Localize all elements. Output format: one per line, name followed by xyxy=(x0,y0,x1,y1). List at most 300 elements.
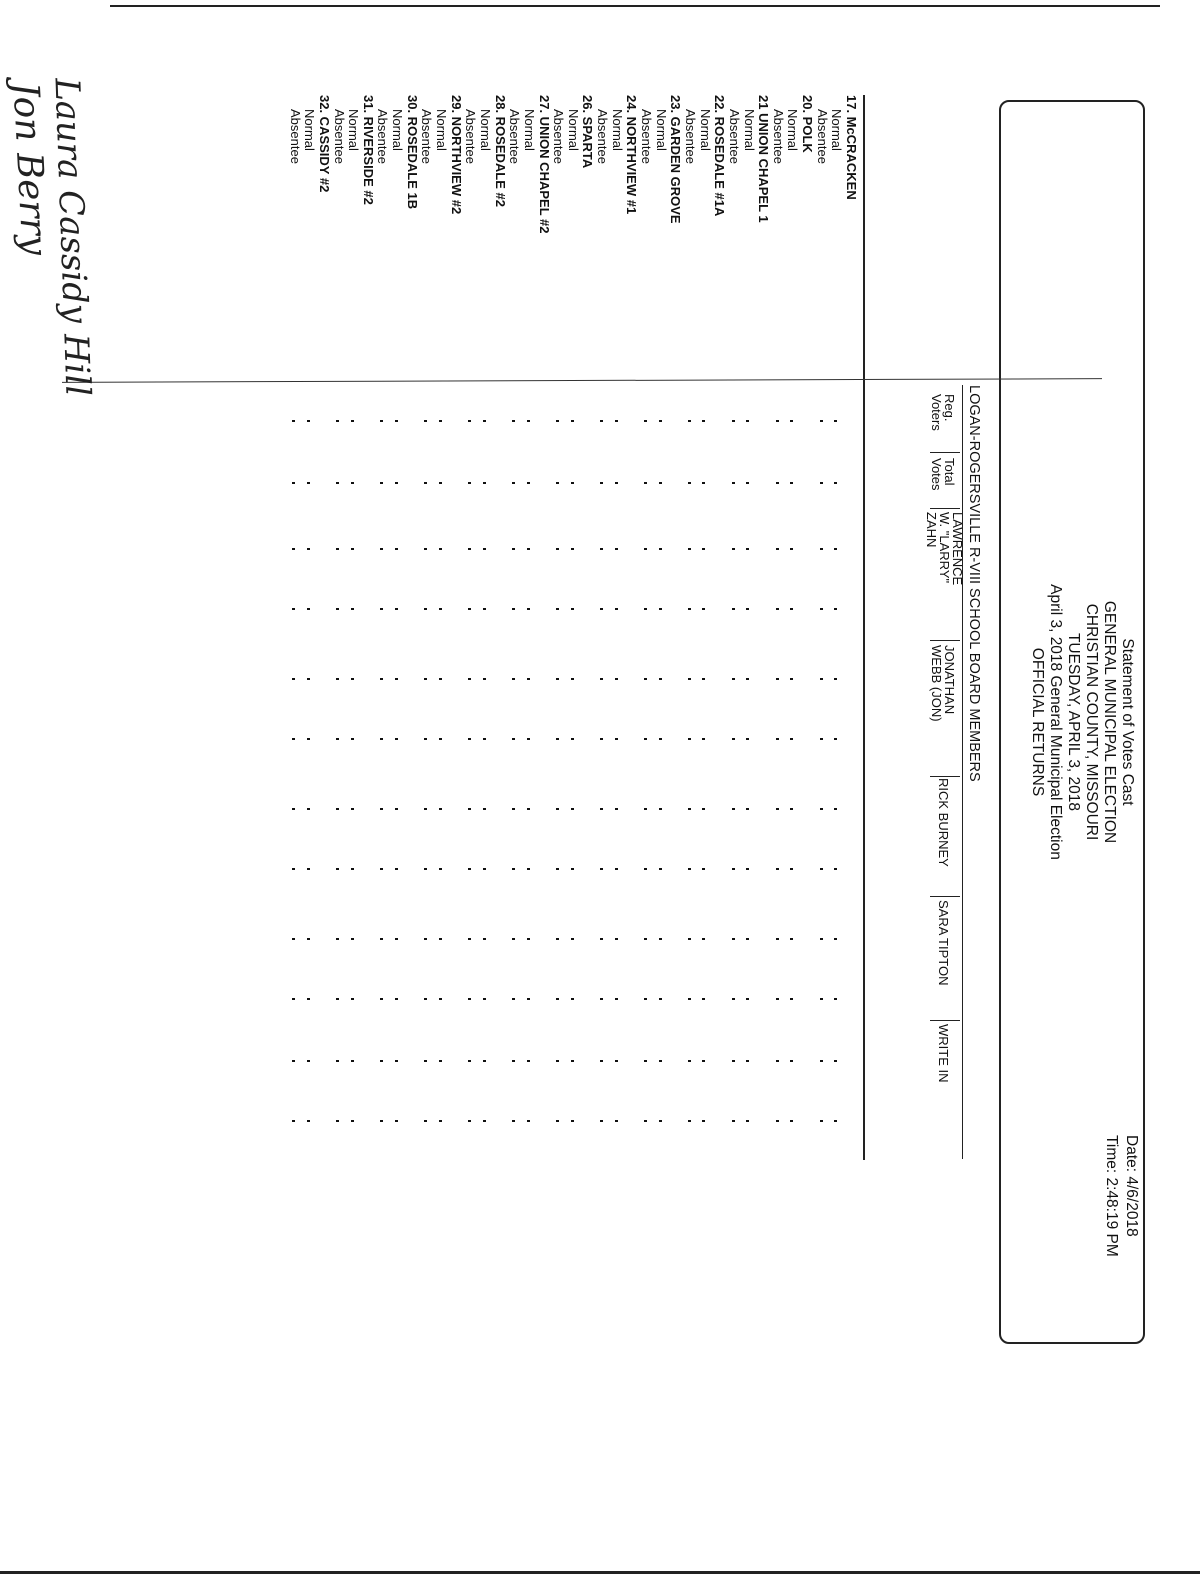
dot-leader xyxy=(336,738,339,740)
dot-leader xyxy=(776,1060,779,1062)
dot-leader xyxy=(600,548,603,550)
dot-leader xyxy=(380,998,383,1000)
dot-leader xyxy=(615,1060,618,1062)
precinct-vote-type: Absentee xyxy=(726,109,742,164)
dot-leader xyxy=(512,1060,515,1062)
dot-leader xyxy=(483,608,486,610)
dot-leader xyxy=(659,868,662,870)
dot-leader xyxy=(395,548,398,550)
dot-leader xyxy=(600,678,603,680)
dot-leader xyxy=(820,678,823,680)
dot-leader xyxy=(659,808,662,810)
dot-leader xyxy=(468,482,471,484)
dot-leader xyxy=(615,808,618,810)
precinct-vote-type: Normal xyxy=(434,109,450,151)
dot-leader xyxy=(732,482,735,484)
dot-leader xyxy=(512,738,515,740)
dot-leader xyxy=(732,420,735,422)
dot-leader xyxy=(688,738,691,740)
dot-leader xyxy=(688,938,691,940)
dot-leader xyxy=(820,608,823,610)
dot-leader xyxy=(307,482,310,484)
dot-leader xyxy=(746,678,749,680)
dot-leader xyxy=(512,482,515,484)
dot-leader xyxy=(527,548,530,550)
precinct-name: 22. ROSEDALE #1A xyxy=(712,95,728,217)
dot-leader xyxy=(395,420,398,422)
dot-leader xyxy=(776,998,779,1000)
column-header-total-votes: Total Votes xyxy=(929,458,957,491)
dot-leader xyxy=(732,548,735,550)
dot-leader xyxy=(834,938,837,940)
dot-leader xyxy=(351,482,354,484)
dot-leader xyxy=(439,678,442,680)
dot-leader xyxy=(820,738,823,740)
dot-leader xyxy=(746,548,749,550)
dot-leader xyxy=(703,808,706,810)
dot-leader xyxy=(556,738,559,740)
column-header-candidate-tipton: SARA TIPTON xyxy=(936,900,951,986)
dot-leader xyxy=(776,608,779,610)
dot-leader xyxy=(351,738,354,740)
precinct-vote-type: Normal xyxy=(609,109,625,151)
dot-leader xyxy=(307,608,310,610)
precinct-vote-type: Absentee xyxy=(770,109,786,164)
dot-leader xyxy=(336,1060,339,1062)
dot-leader xyxy=(659,548,662,550)
dot-leader xyxy=(746,868,749,870)
dot-leader xyxy=(688,868,691,870)
dot-leader xyxy=(395,482,398,484)
dot-leader xyxy=(307,1060,310,1062)
dot-leader xyxy=(732,808,735,810)
dot-leader xyxy=(292,938,295,940)
dot-leader xyxy=(292,998,295,1000)
dot-leader xyxy=(659,738,662,740)
dot-leader xyxy=(527,938,530,940)
dot-leader xyxy=(439,1120,442,1122)
precinct-vote-type: Absentee xyxy=(595,109,611,164)
dot-leader xyxy=(424,420,427,422)
dot-leader xyxy=(644,1120,647,1122)
dot-leader xyxy=(776,808,779,810)
dot-leader xyxy=(336,998,339,1000)
dot-leader xyxy=(380,548,383,550)
signature-1: Laura Cassidy Hill xyxy=(46,77,98,397)
dot-leader xyxy=(292,738,295,740)
dot-leader xyxy=(615,938,618,940)
header-line-4: TUESDAY, APRIL 3, 2018 xyxy=(1065,632,1082,812)
dot-leader xyxy=(688,482,691,484)
dot-leader xyxy=(527,868,530,870)
dot-leader xyxy=(380,420,383,422)
dot-leader xyxy=(351,1120,354,1122)
dot-leader xyxy=(776,1120,779,1122)
dot-leader xyxy=(424,1060,427,1062)
dot-leader xyxy=(659,998,662,1000)
dot-leader xyxy=(834,998,837,1000)
dot-leader xyxy=(439,808,442,810)
dot-leader xyxy=(790,1060,793,1062)
dot-leader xyxy=(820,998,823,1000)
dot-leader xyxy=(292,1060,295,1062)
dot-leader xyxy=(395,868,398,870)
dot-leader xyxy=(336,1120,339,1122)
dot-leader xyxy=(732,868,735,870)
precinct-vote-type: Absentee xyxy=(463,109,479,164)
dot-leader xyxy=(776,868,779,870)
dot-leader xyxy=(527,738,530,740)
dot-leader xyxy=(424,738,427,740)
precinct-name: 26. SPARTA xyxy=(580,95,596,169)
dot-leader xyxy=(688,1060,691,1062)
dot-leader xyxy=(395,1120,398,1122)
precinct-vote-type: Normal xyxy=(653,109,669,151)
dot-leader xyxy=(336,420,339,422)
dot-leader xyxy=(834,548,837,550)
dot-leader xyxy=(307,548,310,550)
dot-leader xyxy=(820,868,823,870)
dot-leader xyxy=(395,678,398,680)
dot-leader xyxy=(659,1120,662,1122)
dot-leader xyxy=(571,808,574,810)
dot-leader xyxy=(746,738,749,740)
dot-leader xyxy=(351,548,354,550)
column-header-reg-voters: Reg. Voters xyxy=(929,394,957,431)
precinct-vote-type: Normal xyxy=(565,109,581,151)
dot-leader xyxy=(556,548,559,550)
dot-leader xyxy=(380,938,383,940)
dot-leader xyxy=(307,738,310,740)
dot-leader xyxy=(688,1120,691,1122)
dot-leader xyxy=(439,868,442,870)
dot-leader xyxy=(380,868,383,870)
column-separator xyxy=(930,508,960,509)
dot-leader xyxy=(307,1120,310,1122)
dot-leader xyxy=(395,738,398,740)
dot-leader xyxy=(688,998,691,1000)
dot-leader xyxy=(600,998,603,1000)
precinct-vote-type: Absentee xyxy=(814,109,830,164)
dot-leader xyxy=(512,420,515,422)
dot-leader xyxy=(615,1120,618,1122)
race-title-rule xyxy=(962,385,963,1159)
dot-leader xyxy=(512,548,515,550)
dot-leader xyxy=(468,1060,471,1062)
dot-leader xyxy=(732,608,735,610)
dot-leader xyxy=(644,998,647,1000)
dot-leader xyxy=(527,608,530,610)
dot-leader xyxy=(790,998,793,1000)
dot-leader xyxy=(483,548,486,550)
dot-leader xyxy=(703,868,706,870)
dot-leader xyxy=(556,1060,559,1062)
dot-leader xyxy=(571,1060,574,1062)
dot-leader xyxy=(439,998,442,1000)
dot-leader xyxy=(351,938,354,940)
dot-leader xyxy=(659,678,662,680)
precinct-name: 29. NORTHVIEW #2 xyxy=(448,95,464,215)
dot-leader xyxy=(615,548,618,550)
dot-leader xyxy=(512,868,515,870)
dot-leader xyxy=(644,548,647,550)
dot-leader xyxy=(659,608,662,610)
dot-leader xyxy=(790,938,793,940)
dot-leader xyxy=(351,998,354,1000)
dot-leader xyxy=(600,608,603,610)
dot-leader xyxy=(571,738,574,740)
dot-leader xyxy=(600,808,603,810)
dot-leader xyxy=(483,482,486,484)
dot-leader xyxy=(336,868,339,870)
dot-leader xyxy=(659,420,662,422)
dot-leader xyxy=(790,678,793,680)
dot-leader xyxy=(644,738,647,740)
dot-leader xyxy=(483,808,486,810)
dot-leader xyxy=(468,1120,471,1122)
dot-leader xyxy=(483,868,486,870)
precinct-name: 31. RIVERSIDE #2 xyxy=(360,95,376,205)
dot-leader xyxy=(424,808,427,810)
race-title: LOGAN-ROGERSVILLE R-VIII SCHOOL BOARD MEMBERS xyxy=(966,385,982,782)
column-header-candidate-burney: RICK BURNEY xyxy=(936,778,951,867)
dot-leader xyxy=(424,998,427,1000)
dot-leader xyxy=(790,482,793,484)
dot-leader xyxy=(395,938,398,940)
dot-leader xyxy=(512,608,515,610)
dot-leader xyxy=(527,998,530,1000)
dot-leader xyxy=(834,738,837,740)
precinct-list-rule xyxy=(863,95,865,1160)
dot-leader xyxy=(468,548,471,550)
dot-leader xyxy=(483,938,486,940)
dot-leader xyxy=(292,1120,295,1122)
dot-leader xyxy=(468,678,471,680)
precinct-vote-type: Absentee xyxy=(375,109,391,164)
precinct-name: 28. ROSEDALE #2 xyxy=(492,95,508,207)
precinct-vote-type: Normal xyxy=(785,109,801,151)
column-separator xyxy=(930,452,960,453)
dot-leader xyxy=(600,868,603,870)
column-separator xyxy=(930,896,960,897)
precinct-vote-type: Normal xyxy=(346,109,362,151)
report-date: Date: 4/6/2018 xyxy=(1123,1135,1140,1237)
dot-leader xyxy=(820,420,823,422)
dot-leader xyxy=(512,678,515,680)
dot-leader xyxy=(351,1060,354,1062)
precinct-vote-type: Absentee xyxy=(419,109,435,164)
dot-leader xyxy=(527,482,530,484)
dot-leader xyxy=(790,738,793,740)
dot-leader xyxy=(336,808,339,810)
dot-leader xyxy=(688,678,691,680)
dot-leader xyxy=(307,420,310,422)
precinct-vote-type: Absentee xyxy=(507,109,523,164)
dot-leader xyxy=(746,998,749,1000)
dot-leader xyxy=(834,1120,837,1122)
dot-leader xyxy=(600,482,603,484)
dot-leader xyxy=(746,420,749,422)
dot-leader xyxy=(351,808,354,810)
dot-leader xyxy=(659,1060,662,1062)
column-separator xyxy=(930,1020,960,1021)
dot-leader xyxy=(644,938,647,940)
signature-2: Jon Berry xyxy=(4,81,55,257)
dot-leader xyxy=(307,808,310,810)
dot-leader xyxy=(351,868,354,870)
dot-leader xyxy=(380,808,383,810)
dot-leader xyxy=(527,678,530,680)
dot-leader xyxy=(688,808,691,810)
dot-leader xyxy=(732,738,735,740)
dot-leader xyxy=(834,678,837,680)
dot-leader xyxy=(439,1060,442,1062)
dot-leader xyxy=(615,482,618,484)
dot-leader xyxy=(556,868,559,870)
dot-leader xyxy=(336,678,339,680)
dot-leader xyxy=(790,1120,793,1122)
dot-leader xyxy=(571,998,574,1000)
dot-leader xyxy=(600,738,603,740)
dot-leader xyxy=(468,420,471,422)
precinct-name: 20. POLK xyxy=(800,95,816,153)
dot-leader xyxy=(439,738,442,740)
precinct-name: 17. McCRACKEN xyxy=(844,95,859,200)
precinct-vote-type: Normal xyxy=(829,109,845,151)
dot-leader xyxy=(776,678,779,680)
dot-leader xyxy=(688,548,691,550)
dot-leader xyxy=(820,938,823,940)
dot-leader xyxy=(439,482,442,484)
dot-leader xyxy=(746,482,749,484)
header-line-3: CHRISTIAN COUNTY, MISSOURI xyxy=(1083,603,1100,841)
dot-leader xyxy=(732,678,735,680)
dot-leader xyxy=(483,1060,486,1062)
dot-leader xyxy=(703,482,706,484)
dot-leader xyxy=(790,420,793,422)
dot-leader xyxy=(351,678,354,680)
precinct-vote-type: Normal xyxy=(477,109,493,151)
dot-leader xyxy=(820,1060,823,1062)
precinct-vote-type: Absentee xyxy=(331,109,347,164)
dot-leader xyxy=(644,678,647,680)
dot-leader xyxy=(746,808,749,810)
precinct-vote-type: Normal xyxy=(697,109,713,151)
precinct-name: 21 UNION CHAPEL 1 xyxy=(756,95,772,223)
dot-leader xyxy=(439,548,442,550)
dot-leader xyxy=(688,420,691,422)
dot-leader xyxy=(703,420,706,422)
dot-leader xyxy=(571,420,574,422)
dot-leader xyxy=(380,608,383,610)
precinct-vote-type: Absentee xyxy=(639,109,655,164)
dot-leader xyxy=(424,938,427,940)
dot-leader xyxy=(820,1120,823,1122)
dot-leader xyxy=(395,1060,398,1062)
dot-leader xyxy=(600,420,603,422)
precinct-name: 23. GARDEN GROVE xyxy=(668,95,684,224)
dot-leader xyxy=(820,548,823,550)
dot-leader xyxy=(615,868,618,870)
dot-leader xyxy=(703,998,706,1000)
dot-leader xyxy=(703,738,706,740)
dot-leader xyxy=(790,868,793,870)
precinct-name: 30. ROSEDALE 1B xyxy=(404,95,420,210)
dot-leader xyxy=(600,1060,603,1062)
dot-leader xyxy=(834,608,837,610)
precinct-vote-type: Normal xyxy=(521,109,537,151)
dot-leader xyxy=(615,678,618,680)
dot-leader xyxy=(556,1120,559,1122)
header-line-5: April 3, 2018 General Municipal Election xyxy=(1047,584,1064,860)
dot-leader xyxy=(732,1120,735,1122)
dot-leader xyxy=(468,998,471,1000)
dot-leader xyxy=(336,482,339,484)
dot-leader xyxy=(703,938,706,940)
dot-leader xyxy=(834,482,837,484)
dot-leader xyxy=(292,808,295,810)
dot-leader xyxy=(307,678,310,680)
dot-leader xyxy=(644,808,647,810)
dot-leader xyxy=(380,1120,383,1122)
column-header-write-in: WRITE IN xyxy=(936,1024,951,1083)
dot-leader xyxy=(483,998,486,1000)
dot-leader xyxy=(732,1060,735,1062)
dot-leader xyxy=(644,868,647,870)
dot-leader xyxy=(571,938,574,940)
dot-leader xyxy=(468,808,471,810)
dot-leader xyxy=(556,420,559,422)
header-line-1: Statement of Votes Cast xyxy=(1119,638,1136,806)
dot-leader xyxy=(424,868,427,870)
dot-leader xyxy=(703,1120,706,1122)
dot-leader xyxy=(512,1120,515,1122)
dot-leader xyxy=(483,738,486,740)
dot-leader xyxy=(790,548,793,550)
dot-leader xyxy=(732,998,735,1000)
dot-leader xyxy=(439,608,442,610)
dot-leader xyxy=(395,808,398,810)
precinct-vote-type: Normal xyxy=(390,109,406,151)
dot-leader xyxy=(424,678,427,680)
dot-leader xyxy=(571,608,574,610)
dot-leader xyxy=(424,548,427,550)
dot-leader xyxy=(571,678,574,680)
dot-leader xyxy=(424,1120,427,1122)
dot-leader xyxy=(292,868,295,870)
dot-leader xyxy=(776,548,779,550)
dot-leader xyxy=(395,608,398,610)
dot-leader xyxy=(292,608,295,610)
dot-leader xyxy=(703,608,706,610)
dot-leader xyxy=(571,868,574,870)
dot-leader xyxy=(336,938,339,940)
dot-leader xyxy=(615,738,618,740)
dot-leader xyxy=(468,738,471,740)
dot-leader xyxy=(571,482,574,484)
dot-leader xyxy=(571,1120,574,1122)
column-separator xyxy=(930,640,960,641)
dot-leader xyxy=(644,608,647,610)
dot-leader xyxy=(834,420,837,422)
dot-leader xyxy=(556,608,559,610)
dot-leader xyxy=(615,998,618,1000)
dot-leader xyxy=(703,548,706,550)
dot-leader xyxy=(776,938,779,940)
dot-leader xyxy=(483,420,486,422)
dot-leader xyxy=(527,420,530,422)
dot-leader xyxy=(746,608,749,610)
